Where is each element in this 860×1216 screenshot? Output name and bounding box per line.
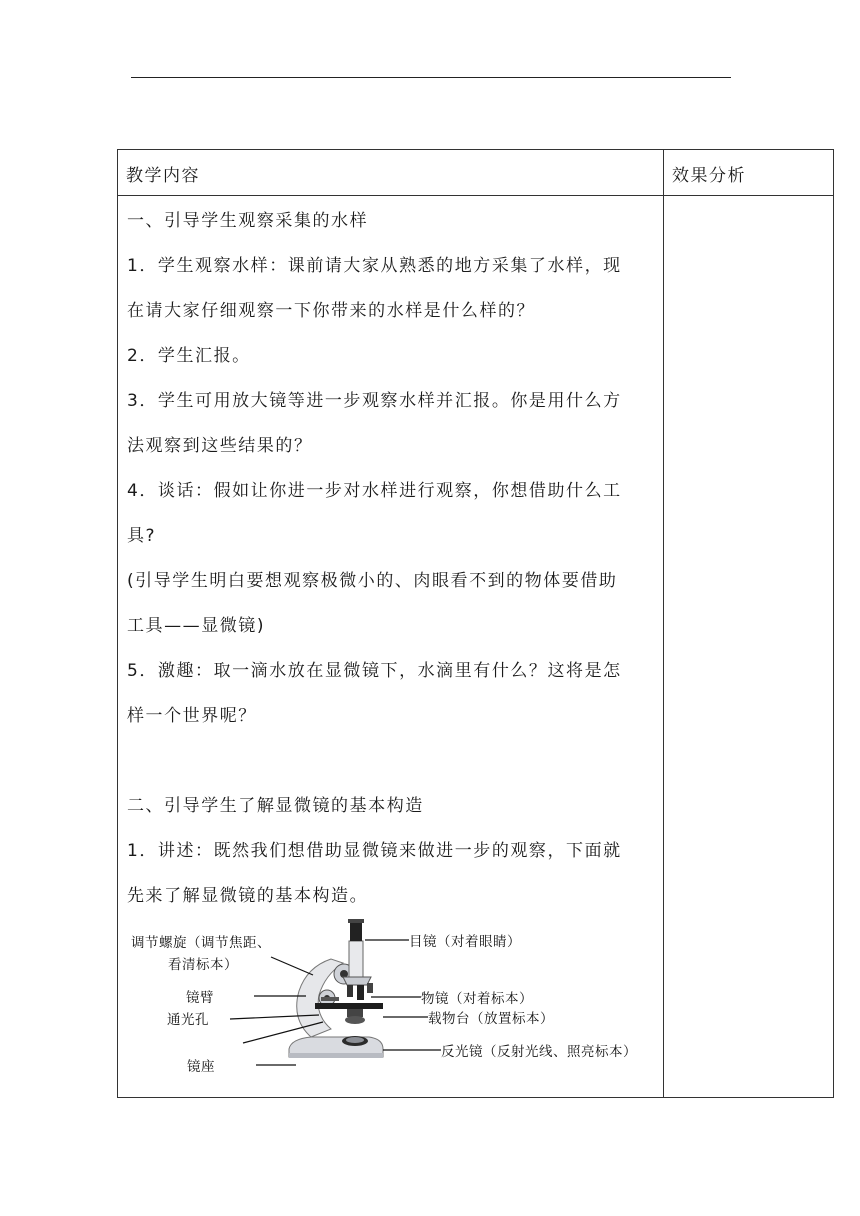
label-stage: 载物台（放置标本） xyxy=(428,1011,554,1027)
paragraph-line: 样一个世界呢？ xyxy=(127,706,257,726)
label-focus-knob: 调节螺旋（调节焦距、 xyxy=(131,935,271,951)
header-cell-analysis xyxy=(664,150,834,196)
label-focus-knob-cont: 看清标本） xyxy=(168,957,238,973)
label-objective: 物镜（对着标本） xyxy=(421,991,533,1007)
header-rule xyxy=(131,77,731,78)
paragraph-line: 5．激趣：取一滴水放在显微镜下，水滴里有什么？这将是怎 xyxy=(127,661,622,681)
paragraph-line: 工具——显微镜) xyxy=(127,616,266,636)
lesson-table xyxy=(117,149,834,1098)
paragraph-line: 法观察到这些结果的？ xyxy=(127,436,313,456)
microscope-figure xyxy=(121,919,661,1074)
content-cell xyxy=(118,196,664,1098)
blank-line xyxy=(127,739,655,784)
header-analysis-label: 效果分析 xyxy=(672,166,746,186)
paragraph-line: 1．学生观察水样：课前请大家从熟悉的地方采集了水样，现 xyxy=(127,256,622,276)
paragraph-line: 具? xyxy=(127,526,157,546)
header-cell-content xyxy=(118,150,664,196)
label-aperture: 通光孔 xyxy=(167,1012,209,1028)
label-base: 镜座 xyxy=(187,1059,215,1075)
table-header-row xyxy=(118,150,834,196)
header-content-label: 教学内容 xyxy=(126,166,200,186)
section-heading: 一、引导学生观察采集的水样 xyxy=(127,211,369,231)
paragraph-line: 4．谈话：假如让你进一步对水样进行观察，你想借助什么工 xyxy=(127,481,622,501)
label-eyepiece: 目镜（对着眼睛） xyxy=(409,934,521,950)
table-body-row xyxy=(118,196,834,1098)
paragraph-line: 2．学生汇报。 xyxy=(127,346,251,366)
analysis-cell xyxy=(664,196,834,1098)
paragraph-line: (引导学生明白要想观察极微小的、肉眼看不到的物体要借助 xyxy=(127,571,618,591)
label-arm: 镜臂 xyxy=(186,990,214,1006)
paragraph-line: 1．讲述：既然我们想借助显微镜来做进一步的观察，下面就 xyxy=(127,841,622,861)
paragraph-line: 先来了解显微镜的基本构造。 xyxy=(127,886,369,906)
section-heading: 二、引导学生了解显微镜的基本构造 xyxy=(127,796,424,816)
paragraph-line: 在请大家仔细观察一下你带来的水样是什么样的？ xyxy=(127,301,536,321)
paragraph-line: 3．学生可用放大镜等进一步观察水样并汇报。你是用什么方 xyxy=(127,391,622,411)
lesson-content xyxy=(118,196,663,1074)
label-mirror: 反光镜（反射光线、照亮标本） xyxy=(441,1044,637,1060)
